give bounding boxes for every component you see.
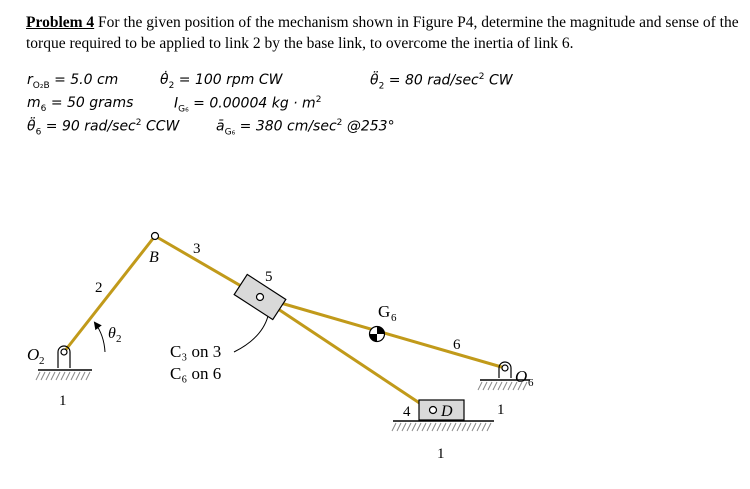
label-link-5: 5 (265, 269, 273, 285)
pin-c (257, 294, 264, 301)
label-o2-sub: 2 (39, 355, 45, 367)
link-6-lower (260, 297, 433, 412)
label-link-2: 2 (95, 280, 103, 296)
given-theta6-ddot: $\thetä_6 = 90$ rad/$\sec^2$ CCW (27, 118, 180, 138)
label-d: D (441, 403, 453, 420)
theta2-arc (95, 323, 105, 352)
ground-slider-rail (392, 421, 494, 431)
note-c6-on-6: C₆ on 6 (170, 364, 222, 383)
label-link-4: 4 (403, 404, 411, 420)
label-link-1-left: 1 (59, 393, 67, 409)
label-b: B (149, 249, 159, 266)
problem-label: Problem 4 (26, 14, 95, 31)
label-o6-sub: 6 (528, 377, 534, 389)
label-o6: O (515, 367, 528, 386)
label-link-1-right: 1 (497, 402, 505, 418)
label-theta2: θ (108, 325, 116, 342)
g6-mass-center-icon (370, 327, 385, 342)
label-link-3: 3 (193, 241, 201, 257)
label-theta2-sub: 2 (116, 333, 122, 345)
given-m6: $m_6 = 50$ grams (27, 95, 134, 114)
given-a-g6: $ā_{G_6} = 380$ $cm/\sec^2$ @253° (216, 118, 395, 138)
label-link-1-bottom: 1 (437, 446, 445, 462)
label-g6: G (378, 302, 391, 321)
note-leader-line (234, 316, 268, 352)
given-theta2-ddot: $\thetä_2 = 80$ rad/$\sec^2$ CW (370, 72, 513, 92)
label-g6-sub: 6 (391, 312, 397, 324)
note-c3-on-3: C₃ on 3 (170, 342, 222, 361)
problem-text: For the given position of the mechanism shown in Figure P4, determine the magnitude and sense of the torque required to be applied to link 2 by the base link, to overcome the inertia of link 6. (26, 14, 739, 52)
pin-b (152, 233, 159, 240)
given-i-g6: $I_{G_6} = 0.00004$ kg · $m^2$ (174, 95, 322, 115)
label-o2: O (27, 345, 40, 364)
given-r-o2b: $r_{O_2B} = 5.0$ cm (27, 72, 119, 91)
label-link-6: 6 (453, 337, 461, 353)
given-theta2-dot: $\thetȧ_2 = 100$ rpm CW (160, 72, 283, 91)
